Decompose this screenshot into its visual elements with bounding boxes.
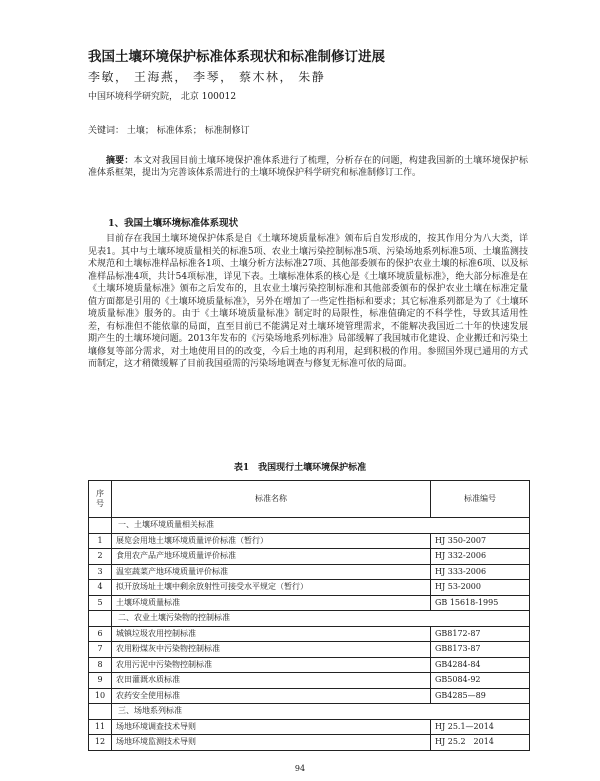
abstract	[88, 155, 528, 179]
keywords: 关键词： 土壤； 标准体系； 标准制修订	[88, 126, 250, 136]
header-code: 标准编号	[431, 481, 530, 518]
table-cell-code: HJ 350-2007	[431, 533, 530, 549]
table-row	[89, 657, 530, 673]
table-row	[89, 549, 530, 565]
table-cell-code: GB4284-84	[431, 657, 530, 673]
table-cell-code: GB4285—89	[431, 688, 530, 704]
table-row	[89, 735, 530, 751]
table-cell-code: HJ 332-2006	[431, 549, 530, 565]
table-cell-code: HJ 25.2 2014	[431, 735, 530, 751]
table-cell-name: 场地环境监测技术导则	[112, 735, 431, 751]
table-group-label: 三、场地系列标准	[112, 704, 530, 720]
author-list: 李敏， 王海燕， 李琴， 蔡木林， 朱静	[88, 70, 326, 84]
table-row	[89, 642, 530, 658]
header-no: 序号	[89, 481, 112, 518]
table-cell-code: HJ 333-2006	[431, 564, 530, 580]
affiliation: 中国环境科学研究院， 北京 100012	[88, 92, 237, 102]
table-cell-empty	[89, 611, 112, 627]
table-cell-no: 6	[89, 626, 112, 642]
table-cell-code: GB8172-87	[431, 626, 530, 642]
table-cell-name: 展览会用地土壤环境质量评价标准（暂行）	[112, 533, 431, 549]
table-group-label: 一、土壤环境质量相关标准	[112, 518, 530, 534]
table-row	[89, 626, 530, 642]
page-number: 94	[294, 764, 306, 773]
abstract-label: 摘要：	[106, 156, 134, 166]
standards-table	[88, 480, 530, 751]
table-cell-no: 5	[89, 595, 112, 611]
table-caption: 表1 我国现行土壤环境保护标准	[233, 463, 367, 473]
table-row	[89, 719, 530, 735]
section-heading: 1、我国土壤环境标准体系现状	[108, 218, 239, 229]
table-cell-no: 1	[89, 533, 112, 549]
table-header-row	[89, 481, 530, 518]
table-cell-name: 农用粉煤灰中污染物控制标准	[112, 642, 431, 658]
table-cell-name: 食用农产品产地环境质量评价标准	[112, 549, 431, 565]
table-cell-no: 4	[89, 580, 112, 596]
table-cell-name: 土壤环境质量标准	[112, 595, 431, 611]
table-row	[89, 533, 530, 549]
table-cell-empty	[89, 518, 112, 534]
table-cell-code: HJ 25.1—2014	[431, 719, 530, 735]
table-cell-no: 12	[89, 735, 112, 751]
table-cell-code: GB8173-87	[431, 642, 530, 658]
header-name: 标准名称	[112, 481, 431, 518]
table-body	[89, 518, 530, 751]
table-group-label: 二、农业土壤污染物的控制标准	[112, 611, 530, 627]
table-group-row	[89, 518, 530, 534]
table-cell-name: 温室蔬菜产地环境质量评价标准	[112, 564, 431, 580]
table-cell-name: 农用污泥中污染物控制标准	[112, 657, 431, 673]
table-cell-code: HJ 53-2000	[431, 580, 530, 596]
table-cell-name: 城镇垃圾农用控制标准	[112, 626, 431, 642]
table-row	[89, 595, 530, 611]
table-cell-code: GB5084-92	[431, 673, 530, 689]
table-cell-name: 拟开放场址土壤中剩余放射性可接受水平规定（暂行）	[112, 580, 431, 596]
table-row	[89, 673, 530, 689]
table-cell-empty	[89, 704, 112, 720]
table-cell-name: 场地环境调查技术导则	[112, 719, 431, 735]
table-cell-no: 10	[89, 688, 112, 704]
table-cell-no: 11	[89, 719, 112, 735]
table-group-row	[89, 611, 530, 627]
table-row	[89, 580, 530, 596]
table-cell-no: 9	[89, 673, 112, 689]
table-group-row	[89, 704, 530, 720]
table-cell-no: 2	[89, 549, 112, 565]
table-cell-code: GB 15618-1995	[431, 595, 530, 611]
table-cell-name: 农药安全使用标准	[112, 688, 431, 704]
abstract-text: 本文对我国目前土壤环境保护准体系进行了梳理，分析存在的问题，构建我国新的土壤环境保护标准体系框架，提出为完善该体系需进行的土壤环境保护科学研究和标准制修订工作。	[88, 156, 528, 178]
table-cell-no: 7	[89, 642, 112, 658]
table-row	[89, 688, 530, 704]
table-cell-no: 3	[89, 564, 112, 580]
table-cell-no: 8	[89, 657, 112, 673]
body-paragraph: 目前存在我国土壤环境保护体系是自《土壤环境质量标准》颁布后自发形成的，按其作用分为八大类，详见表1。其中与土壤环境质量相关的标准5项、农业土壤污染控制标准5项、污染场地系列标准5项、土壤监测技术规范和土壤标准样品标准各1项、土壤分析方法标准27项、其他部委颁布的保护农业土壤的标准6项、以及标准样品标准4项，共计54项标准，详见下表。土壤标准体系的核心是《土壤环境质量标准》，绝大部分标准是在《土壤环境质量标准》颁布之后发布的，且农业土壤污染控制标准和其他部委颁布的保护农业土壤在标准定量值方面都是引用的《土壤环境质量标准》，另外在增加了一些定性指标和要求；其它标准系列都是为了《土壤环境质量标准》服务的。由于《土壤环境质量标准》制定时的局限性，标准值确定的不科学性，导致其适用性差，有标准但不能依靠的局面，直至目前已不能满足对土壤环境管理需求，不能解决我国近二十年的快速发展期产生的土壤环境问题。2013年发布的《污染场地系列标准》局部缓解了我国城市化建设、企业搬迁和污染土壤修复等部分需求，对土地使用目的的改变，今后土地的再利用，起到积极的作用。参照国外现已通用的方式而制定，这才稍微缓解了目前我国亟需的污染场地调查与修复无标准可依的局面。	[88, 234, 528, 369]
table-cell-name: 农田灌溉水质标准	[112, 673, 431, 689]
paper-title: 我国土壤环境保护标准体系现状和标准制修订进展	[88, 49, 385, 65]
table-row	[89, 564, 530, 580]
